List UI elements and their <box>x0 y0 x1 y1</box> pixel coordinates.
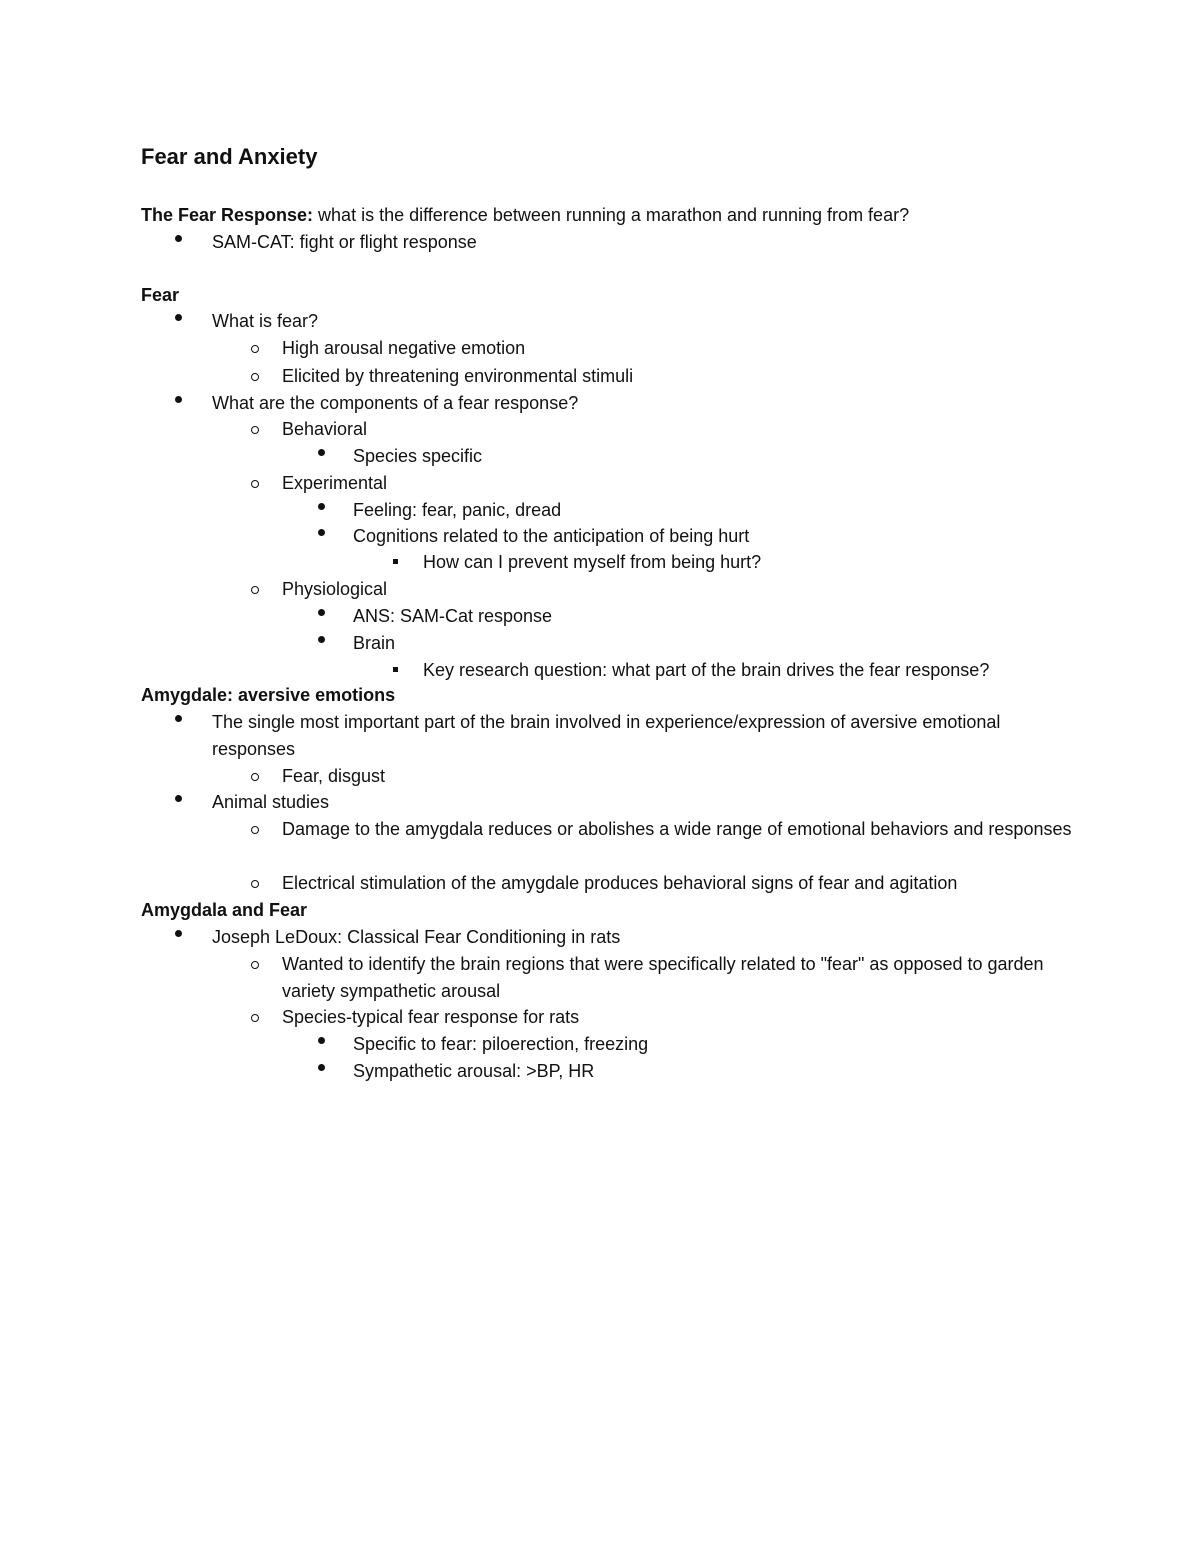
list-item-text: What is fear? <box>212 311 319 331</box>
list-item <box>282 1004 579 1031</box>
list-item <box>353 630 395 657</box>
list-item <box>212 924 620 951</box>
intro-line <box>141 202 909 229</box>
bullet-circle-icon <box>251 961 259 969</box>
bullet-square-icon <box>393 559 398 564</box>
list-item-text: Key research question: what part of the brain drives the fear response? <box>423 660 990 680</box>
bullet-circle-icon <box>251 480 259 488</box>
list-item-text: Joseph LeDoux: Classical Fear Conditioning in rats <box>212 927 621 947</box>
list-item-text: Physiological <box>282 579 388 599</box>
list-item <box>212 229 477 256</box>
intro-label: The Fear Response: <box>141 205 314 225</box>
list-item-text: Cognitions related to the anticipation of being hurt <box>353 526 750 546</box>
list-item <box>282 951 1072 1005</box>
list-item-text: Sympathetic arousal: >BP, HR <box>353 1061 595 1081</box>
list-item-text: Electrical stimulation of the amygdale produces behavioral signs of fear and agitation <box>282 873 958 893</box>
bullet-dot-icon <box>175 235 182 242</box>
list-item <box>282 335 525 362</box>
list-item <box>353 443 482 470</box>
list-item <box>212 308 318 335</box>
list-item-text: Brain <box>353 633 396 653</box>
list-item-text: SAM-CAT: fight or flight response <box>212 232 477 252</box>
list-item <box>423 657 989 684</box>
bullet-dot-icon <box>318 1064 325 1071</box>
list-item-text: Elicited by threatening environmental stimuli <box>282 366 634 386</box>
list-item-text: ANS: SAM-Cat response <box>353 606 553 626</box>
list-item <box>212 709 1012 763</box>
list-item-text: High arousal negative emotion <box>282 338 526 358</box>
list-item-text: Behavioral <box>282 419 368 439</box>
bullet-circle-icon <box>251 1014 259 1022</box>
intro-text: what is the difference between running a marathon and running from fear? <box>313 205 910 225</box>
bullet-square-icon <box>393 667 398 672</box>
list-item <box>282 870 957 897</box>
bullet-dot-icon <box>318 636 325 643</box>
bullet-circle-icon <box>251 345 259 353</box>
bullet-circle-icon <box>251 426 259 434</box>
list-item <box>353 497 561 524</box>
bullet-dot-icon <box>318 529 325 536</box>
list-item <box>353 603 552 630</box>
list-item-text: Specific to fear: piloerection, freezing <box>353 1034 649 1054</box>
list-item-text: Experimental <box>282 473 388 493</box>
bullet-dot-icon <box>175 715 182 722</box>
list-item <box>282 816 1072 843</box>
list-item-text: The single most important part of the brain involved in experience/expression of aversive emotional responses <box>212 712 1001 759</box>
list-item-text: Feeling: fear, panic, dread <box>353 500 562 520</box>
document-title: Fear and Anxiety <box>141 144 318 169</box>
list-item <box>212 390 578 417</box>
bullet-circle-icon <box>251 586 259 594</box>
list-item <box>423 549 761 576</box>
bullet-dot-icon <box>318 449 325 456</box>
bullet-dot-icon <box>175 930 182 937</box>
list-item-text: What are the components of a fear response? <box>212 393 579 413</box>
section-heading-amygdale: Amygdale: aversive emotions <box>141 685 396 705</box>
bullet-circle-icon <box>251 880 259 888</box>
list-item-text: Wanted to identify the brain regions that were specifically related to "fear" as opposed to garden variety sympathetic arousal <box>282 954 1044 1001</box>
list-item <box>282 470 387 497</box>
list-item-text: Animal studies <box>212 792 330 812</box>
list-item <box>282 416 367 443</box>
list-item-text: Species-typical fear response for rats <box>282 1007 580 1027</box>
list-item-text: Damage to the amygdala reduces or abolishes a wide range of emotional behaviors and responses <box>282 819 1072 839</box>
list-item-text: Fear, disgust <box>282 766 386 786</box>
bullet-dot-icon <box>175 396 182 403</box>
list-item <box>353 1031 648 1058</box>
section-heading-amygdala-and-fear: Amygdala and Fear <box>141 900 308 920</box>
list-item <box>282 763 385 790</box>
bullet-dot-icon <box>318 1037 325 1044</box>
bullet-dot-icon <box>175 795 182 802</box>
bullet-dot-icon <box>175 314 182 321</box>
bullet-circle-icon <box>251 373 259 381</box>
list-item <box>282 576 387 603</box>
list-item <box>282 363 633 390</box>
list-item-text: Species specific <box>353 446 483 466</box>
section-heading-fear: Fear <box>141 285 180 305</box>
list-item <box>212 789 329 816</box>
list-item <box>353 1058 594 1085</box>
bullet-dot-icon <box>318 503 325 510</box>
bullet-circle-icon <box>251 826 259 834</box>
list-item-text: How can I prevent myself from being hurt? <box>423 552 762 572</box>
bullet-dot-icon <box>318 609 325 616</box>
list-item <box>353 523 749 550</box>
bullet-circle-icon <box>251 773 259 781</box>
